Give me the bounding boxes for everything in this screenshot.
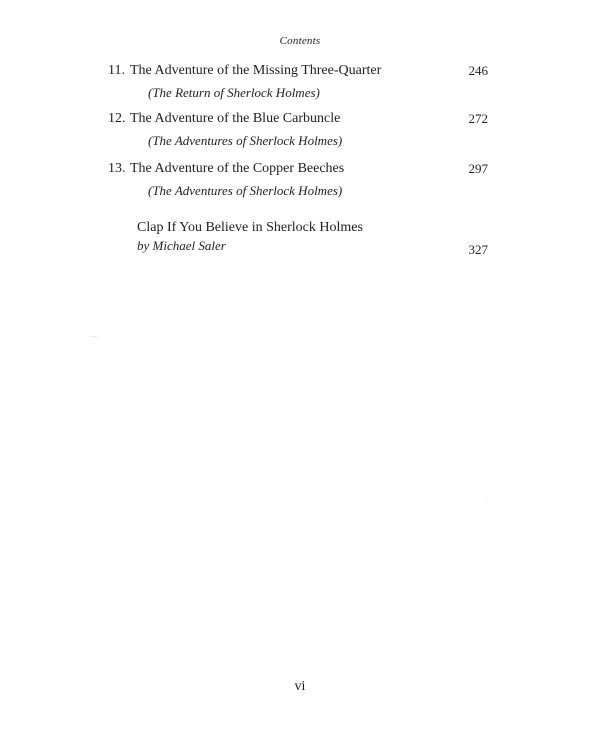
entry-page-number: 272 <box>468 111 488 126</box>
entry-title: The Adventure of the Missing Three-Quarter <box>130 63 382 78</box>
running-head: Contents <box>279 35 321 47</box>
entry-number: 13. <box>108 161 126 176</box>
entry-source: (The Adventures of Sherlock Holmes) <box>148 183 343 198</box>
entry-page-number: 297 <box>468 161 488 176</box>
entry-number: 11. <box>108 63 125 78</box>
entry-source: (The Return of Sherlock Holmes) <box>148 85 320 100</box>
entry-page-number: 246 <box>468 63 488 78</box>
entry-line <box>0 63 600 83</box>
essay-title: Clap If You Believe in Sherlock Holmes <box>137 220 363 235</box>
page-folio: vi <box>294 679 306 694</box>
entry-title: The Adventure of the Copper Beeches <box>130 161 345 176</box>
essay-author: by Michael Saler <box>137 238 226 253</box>
entry-source: (The Adventures of Sherlock Holmes) <box>148 133 343 148</box>
entry-number: 12. <box>108 111 126 126</box>
entry-line <box>0 161 600 181</box>
entry-title: The Adventure of the Blue Carbuncle <box>130 111 341 126</box>
essay-page-number: 327 <box>468 242 488 257</box>
entry-line <box>0 111 600 131</box>
scan-artifact <box>486 497 487 500</box>
scan-artifact <box>90 336 98 337</box>
